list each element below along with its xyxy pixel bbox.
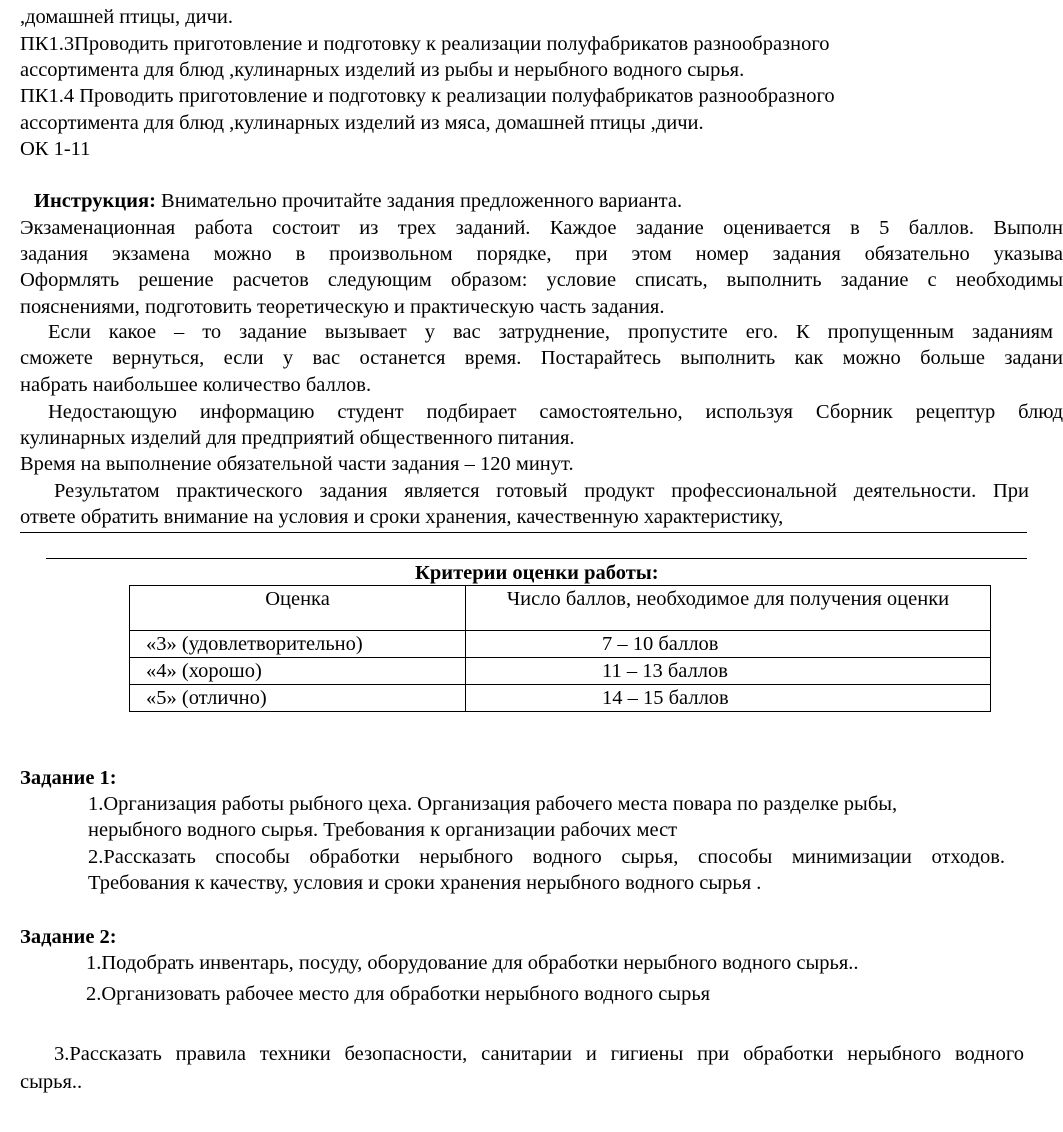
competency-pk13-line2: ассортимента для блюд ,кулинарных изделий из рыбы и нерыбного водного сырья. xyxy=(20,59,745,81)
criteria-col-grade: Оценка xyxy=(130,586,466,631)
task1-title-text: Задание 1: xyxy=(20,767,117,789)
instruction-p4-line2: ответе обратить внимание на условия и сроки хранения, качественную характеристику, xyxy=(20,506,784,528)
task1-title xyxy=(20,765,117,791)
divider-line xyxy=(46,558,1027,559)
criteria-header-row xyxy=(130,586,991,631)
instruction-lead: Внимательно прочитайте задания предложенного варианта. xyxy=(161,190,683,212)
criteria-title xyxy=(415,560,659,586)
task2-title-text: Задание 2: xyxy=(20,926,117,948)
task2-item1: 1.Подобрать инвентарь, посуду, оборудование для обработки нерыбного водного сырья.. xyxy=(86,952,859,974)
instruction-p2-line3: набрать наибольшее количество баллов. xyxy=(20,374,372,396)
instruction-heading xyxy=(34,188,682,214)
criteria-grade: «4» (хорошо) xyxy=(130,658,466,685)
task2-item2: 2.Организовать рабочее место для обработки нерыбного водного сырья xyxy=(86,983,711,1005)
table-row xyxy=(130,658,991,685)
criteria-grade: «5» (отлично) xyxy=(130,685,466,712)
task1-item1-line1: 1.Организация работы рыбного цеха. Организация рабочего места повара по разделке рыбы, xyxy=(88,793,898,815)
task1-item2-line2: Требования к качеству, условия и сроки хранения нерыбного водного сырья . xyxy=(88,872,762,894)
divider-line xyxy=(20,532,1027,533)
competency-ok: ОК 1-11 xyxy=(20,138,91,160)
criteria-points: 11 – 13 баллов xyxy=(466,658,991,685)
competency-pk13-line1: ПК1.3Проводить приготовление и подготовку к реализации полуфабрикатов разнообразного xyxy=(20,33,830,55)
instruction-time: Время на выполнение обязательной части задания – 120 минут. xyxy=(20,453,574,475)
task3-item3-line1: 3.Рассказать правила техники безопасности, санитарии и гигиены при обработки нерыбного водного xyxy=(54,1043,1024,1065)
competency-pk14-line2: ассортимента для блюд ,кулинарных изделий из мяса, домашней птицы ,дичи. xyxy=(20,112,704,134)
competency-pk14-line1: ПК1.4 Проводить приготовление и подготовку к реализации полуфабрикатов разнообразного xyxy=(20,85,835,107)
instruction-label: Инструкция: xyxy=(34,190,156,212)
task1-item2-line1: 2.Рассказать способы обработки нерыбного водного сырья, способы минимизации отходов. xyxy=(88,846,1005,868)
task1-item1-line2: нерыбного водного сырья. Требования к организации рабочих мест xyxy=(88,819,678,841)
task2-title xyxy=(20,924,117,950)
instruction-p4-line1: Результатом практического задания является готовый продукт профессиональной деятельности. При xyxy=(54,480,1029,502)
criteria-grade: «3» (удовлетворительно) xyxy=(130,631,466,658)
instruction-p2-line2: сможете вернуться, если у вас останется время. Постарайтесь выполнить как можно больше задани xyxy=(20,347,1063,369)
instruction-p3-line2: кулинарных изделий для предприятий общественного питания. xyxy=(20,427,575,449)
criteria-title-text: Критерии оценки работы: xyxy=(415,562,659,584)
criteria-table xyxy=(129,585,991,712)
table-row xyxy=(130,631,991,658)
instruction-p1-line1: Экзаменационная работа состоит из трех заданий. Каждое задание оценивается в 5 баллов. Выполн xyxy=(20,217,1063,239)
instruction-p1-line2: задания экзамена можно в произвольном порядке, при этом номер задания обязательно указыва xyxy=(20,243,1063,265)
task3-item3-line2: сырья.. xyxy=(20,1071,83,1093)
table-row xyxy=(130,685,991,712)
instruction-p2-line1: Если какое – то задание вызывает у вас затруднение, пропустите его. К пропущенным заданиям xyxy=(48,321,1053,343)
criteria-col-points: Число баллов, необходимое для получения оценки xyxy=(466,586,991,631)
criteria-points: 14 – 15 баллов xyxy=(466,685,991,712)
instruction-p1-line4: пояснениями, подготовить теоретическую и практическую часть задания. xyxy=(20,296,665,318)
competency-fragment: ,домашней птицы, дичи. xyxy=(20,6,233,28)
instruction-p3-line1: Недостающую информацию студент подбирает самостоятельно, используя Сборник рецептур блюд xyxy=(48,401,1063,423)
instruction-p1-line3: Оформлять решение расчетов следующим образом: условие списать, выполнить задание с необходимы xyxy=(20,269,1063,291)
criteria-points: 7 – 10 баллов xyxy=(466,631,991,658)
